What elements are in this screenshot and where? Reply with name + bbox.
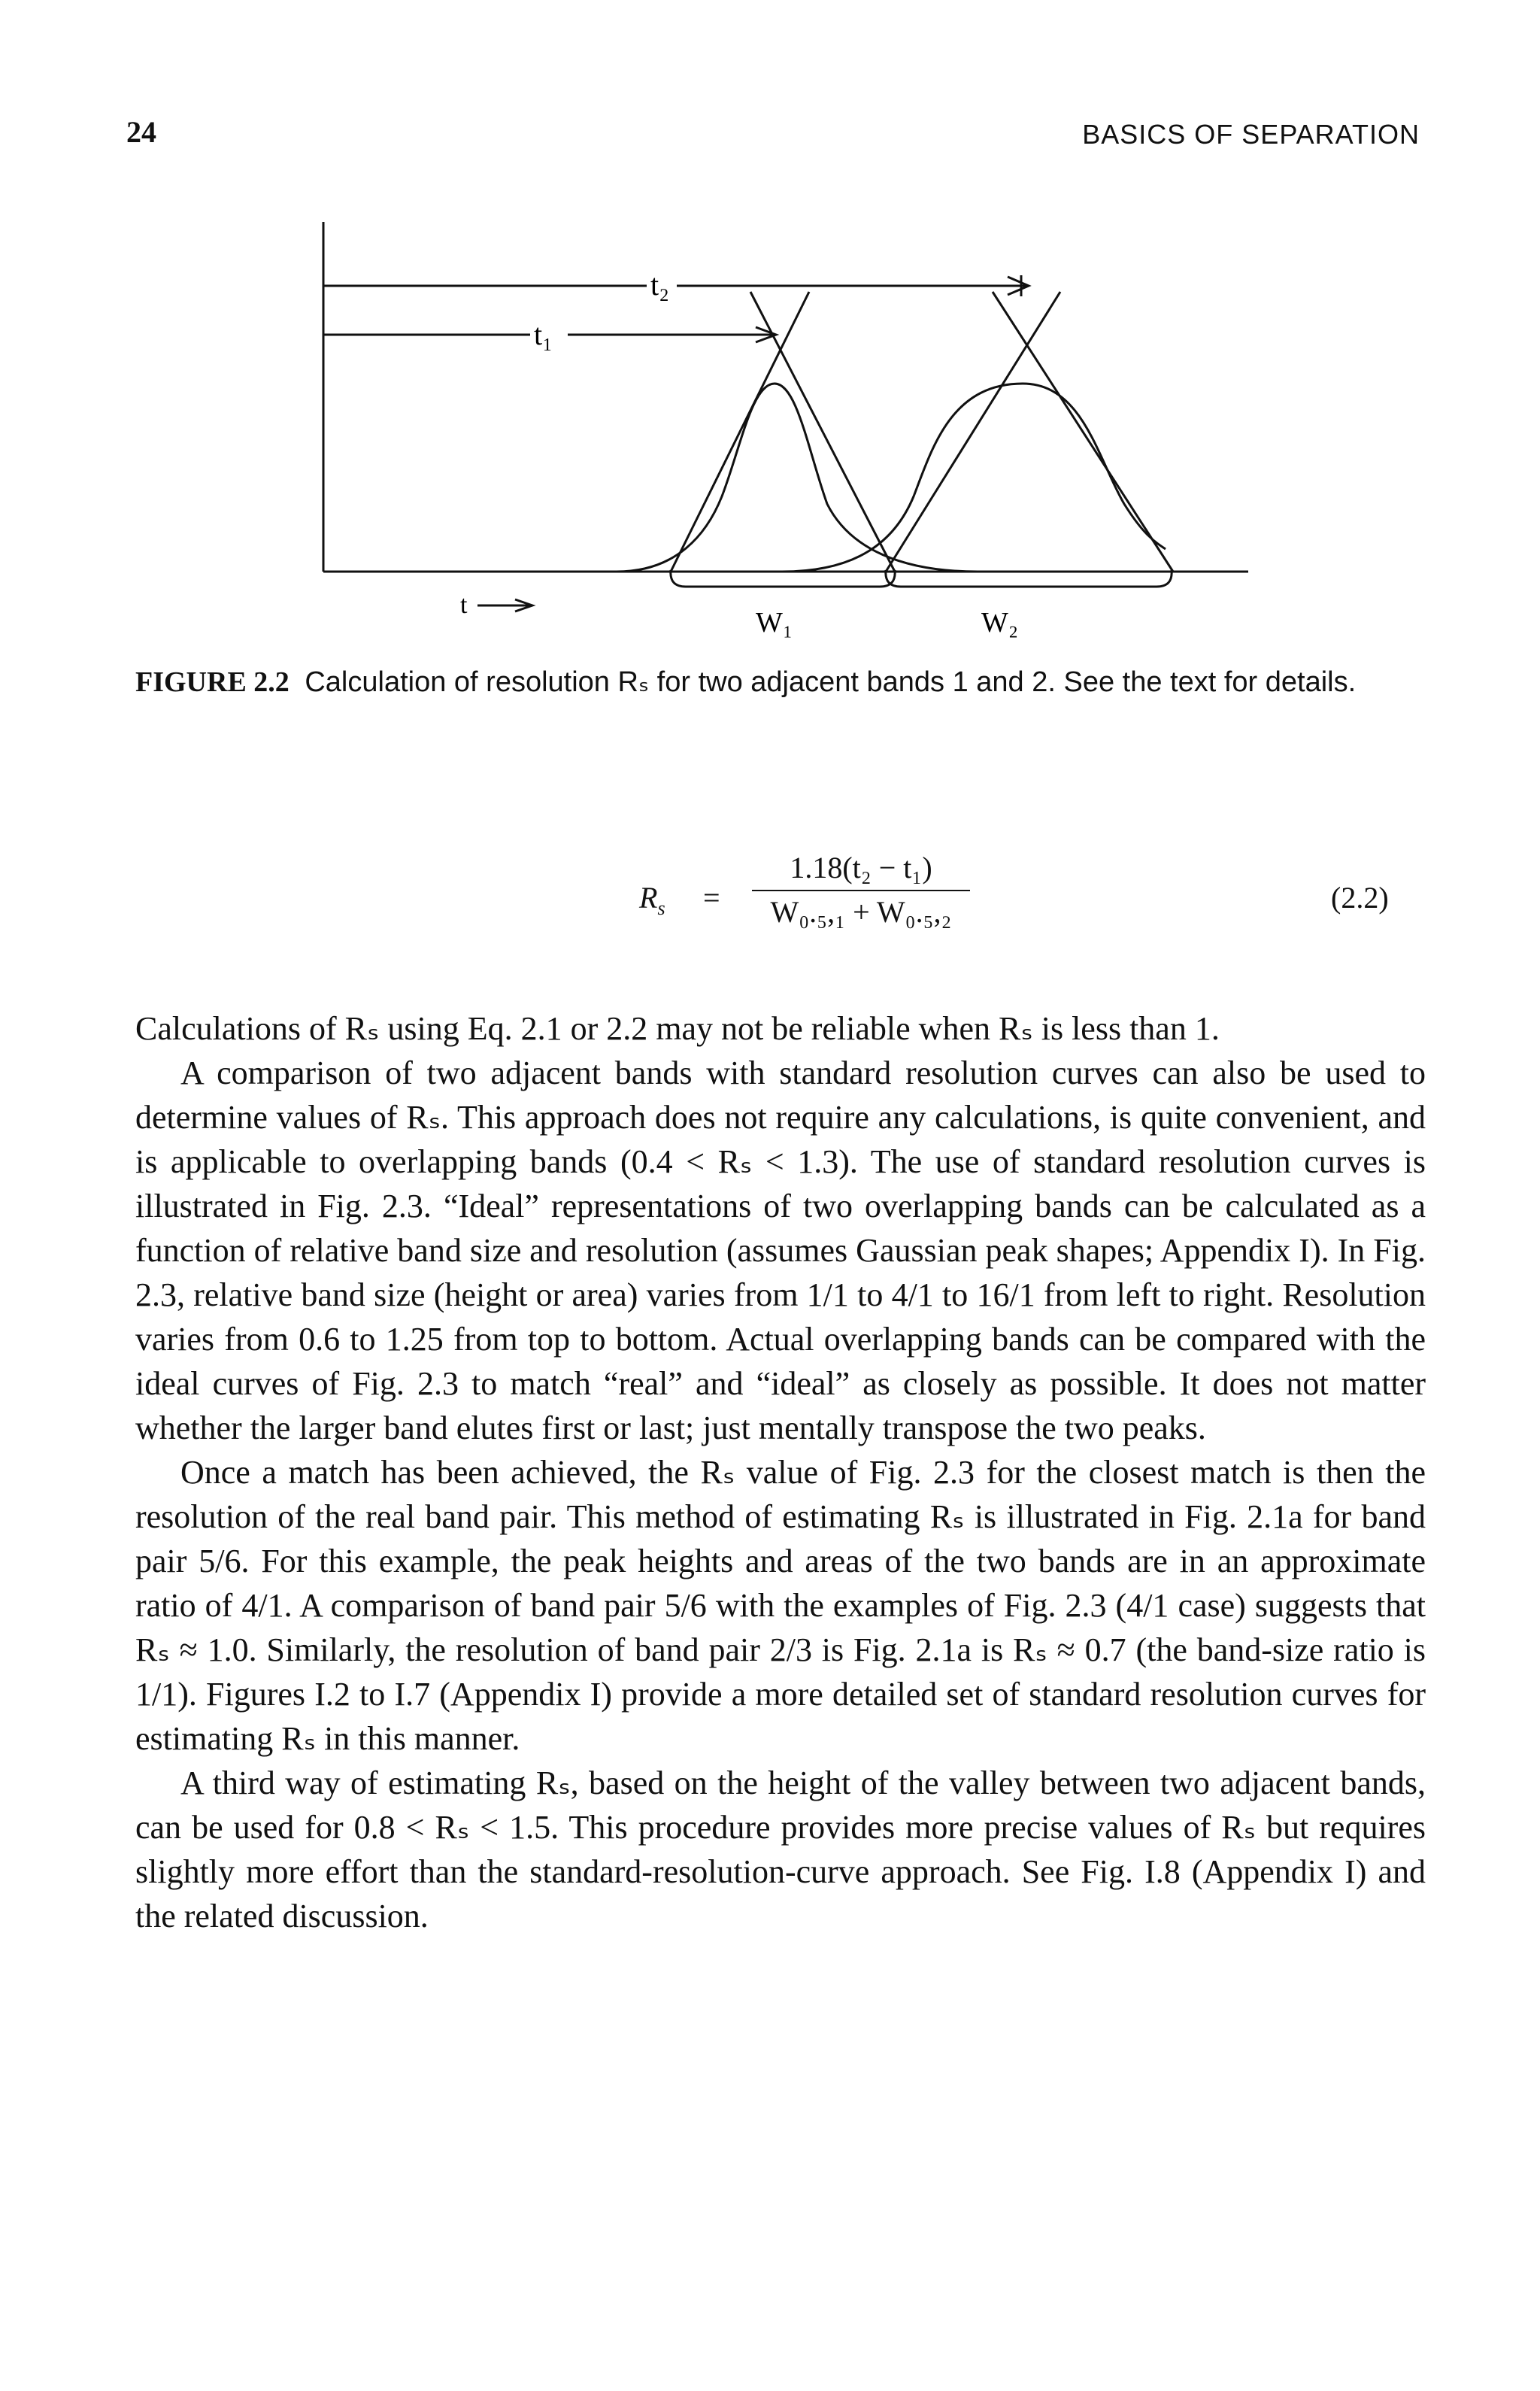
paragraph-3: Once a match has been achieved, the Rₛ value of Fig. 2.3 for the closest match is then the resolution of the real band pair. This method of estimating Rₛ is illustrated in Fig. 2.1a for band pair 5/6. For this example, the peak heights and areas of the two bands are in an approximate ratio of 4/1. A comparison of band pair 5/6 with the examples of Fig. 2.3 (4/1 case) suggests that Rₛ ≈ 1.0. Similarly, the resolution of band pair 2/3 is Fig. 2.1a is Rₛ ≈ 0.7 (the band-size ratio is 1/1). Figures I.2 to I.7 (Appendix I) provide a more detailed set of standard resolution curves for estimating Rₛ in this manner.: [135, 1454, 1426, 1757]
equation-lhs-symbol: R: [639, 881, 658, 915]
equation-lhs: [639, 880, 665, 920]
body-text: [135, 1006, 1426, 1938]
equation-lhs-subscript: s: [657, 897, 665, 919]
equation-equals: =: [703, 881, 720, 915]
running-title: BASICS OF SEPARATION: [1082, 119, 1420, 150]
t2-label: t₂: [650, 268, 670, 302]
w1-label: W₁: [756, 607, 793, 639]
paragraph-1: Calculations of Rₛ using Eq. 2.1 or 2.2 may not be reliable when Rₛ is less than 1.: [135, 1010, 1220, 1047]
peak-2-tangent-right: [993, 292, 1173, 572]
paragraph-4: A third way of estimating Rₛ, based on the height of the valley between two adjacent bands, can be used for 0.8 < Rₛ < 1.5. This procedure provides more precise values of Rₛ but requires slightly more effort than the standard-resolution-curve approach. See Fig. I.8 (Appendix I) and the related discussion.: [135, 1764, 1426, 1934]
equation-fraction: [752, 850, 970, 930]
t-axis-label: t: [460, 591, 468, 619]
peak-1-tangent-right: [750, 292, 895, 572]
equation-number: (2.2): [1331, 881, 1389, 915]
figure-caption-label: FIGURE 2.2: [135, 666, 290, 698]
peak-2-tangent-left: [886, 292, 1060, 572]
page-number: 24: [126, 115, 156, 149]
peak-2-curve: [782, 384, 1166, 572]
w2-label: W₂: [981, 607, 1019, 639]
resolution-diagram: [301, 211, 1263, 647]
equation-numerator: 1.18(t₂ − t₁): [752, 850, 970, 891]
equation-denominator: W₀.₅,₁ + W₀.₅,₂: [770, 895, 952, 929]
t1-label: t₁: [534, 317, 553, 351]
figure-caption: [135, 662, 1429, 702]
peak-1-curve: [617, 384, 978, 572]
figure-caption-text: Calculation of resolution Rₛ for two adjacent bands 1 and 2. See the text for details.: [305, 666, 1357, 698]
paragraph-2: A comparison of two adjacent bands with standard resolution curves can also be used to determine values of Rₛ. This approach does not require any calculations, is quite convenient, and is applicable to overlapping bands (0.4 < Rₛ < 1.3). The use of standard resolution curves is illustrated in Fig. 2.3. “Ideal” representations of two overlapping bands can be calculated as a function of relative band size and resolution (assumes Gaussian peak shapes; Appendix I). In Fig. 2.3, relative band size (height or area) varies from 1/1 to 4/1 to 16/1 from left to right. Resolution varies from 0.6 to 1.25 from top to bottom. Actual overlapping bands can be compared with the ideal curves of Fig. 2.3 to match “real” and “ideal” as closely as possible. It does not matter whether the larger band elutes first or last; just mentally transpose the two peaks.: [135, 1054, 1426, 1446]
equation-2-2: [0, 850, 1540, 948]
